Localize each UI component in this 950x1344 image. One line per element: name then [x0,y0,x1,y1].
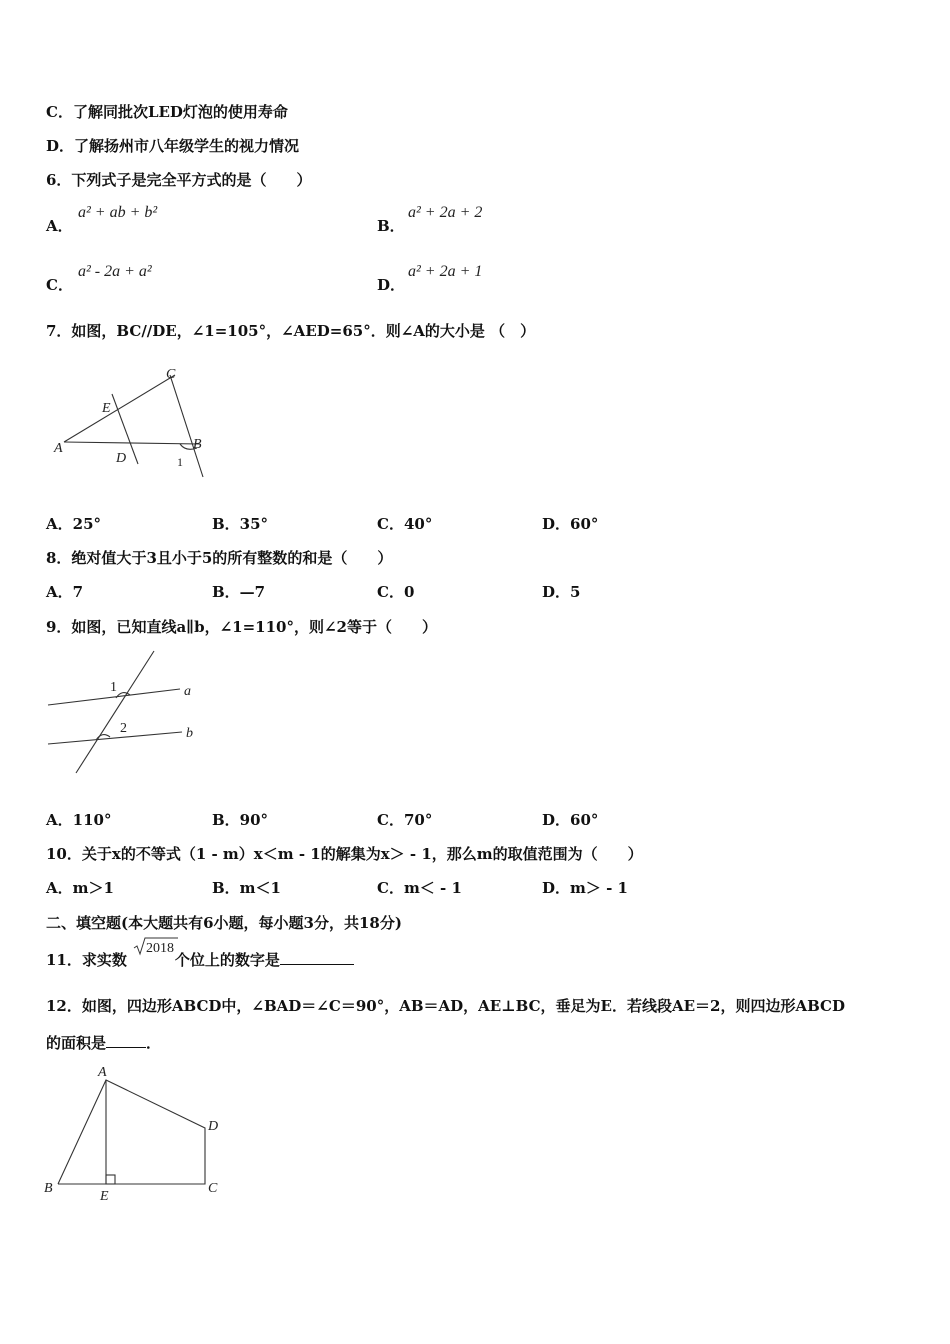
section2-title: 二、填空题(本大题共有6小题，每小题3分，共18分) [46,914,402,932]
q7-option-c: C．40° [377,515,433,533]
q10-option-a: A．m＞1 [46,879,114,897]
q12-label-d: D [208,1119,219,1134]
q7-line-ac [64,375,175,442]
q6-option-b-expr: a² + 2a + 2 [408,204,483,221]
q7-line-bc [170,375,203,477]
q9-label-2: 2 [120,721,127,736]
q6-stem: 6．下列式子是完全平方式的是（ ） [46,171,312,189]
q6-option-d-label: D． [377,276,406,294]
q8-option-c: C．0 [377,583,415,601]
q12-answer-blank[interactable] [106,1033,146,1048]
q9-option-b: B．90° [212,811,269,829]
q8-option-b: B．—7 [212,583,266,601]
q12-label-c: C [208,1181,218,1196]
q9-label-1: 1 [110,680,117,695]
q10-option-d: D．m＞ - 1 [542,879,628,897]
q7-label-b: B [193,437,202,452]
q9-figure [44,645,204,780]
q9-label-a: a [184,684,191,699]
q7-label-1: 1 [177,455,183,469]
q6-option-d-expr: a² + 2a + 1 [408,263,483,280]
q7-option-b: B．35° [212,515,269,533]
q9-line-b [48,732,182,744]
q5-option-c: C．了解同批次LED灯泡的使用寿命 [46,103,288,121]
q7-label-a: A [54,441,63,456]
q10-option-b: B．m＜1 [212,879,281,897]
q11-suffix: 个位上的数字是 [174,951,280,969]
q7-option-a: A．25° [46,515,102,533]
q6-option-b-label: B． [377,217,405,235]
q12-label-e: E [100,1189,109,1204]
q9-option-c: C．70° [377,811,433,829]
q12-label-b: B [44,1181,53,1196]
q12-stem: 12．如图，四边形ABCD中，∠BAD＝∠C＝90°，AB＝AD，AE⊥BC，垂足为E．若线段AE＝2，则四边形ABCD [46,997,846,1015]
q11-prefix: 11．求实数 [46,951,127,969]
q9-stem: 9．如图，已知直线a∥b，∠1=110°，则∠2等于（ ） [46,618,437,636]
q7-figure [50,360,220,485]
q6-option-c-label: C． [46,276,73,294]
q8-option-a: A．7 [46,583,84,601]
q7-label-d: D [116,451,127,466]
q12-stem-line2 [46,1033,161,1053]
q8-stem: 8．绝对值大于3且小于5的所有整数的和是（ ） [46,549,393,567]
q6-option-c-expr: a² - 2a + a² [78,263,152,280]
q9-option-d: D．60° [542,811,599,829]
q12-right-angle-mark [106,1175,115,1184]
q8-option-d: D．5 [542,583,581,601]
q7-line-ab [64,442,200,444]
q12-end: ． [146,1034,162,1052]
q9-transversal [76,651,154,773]
q7-label-c: C [166,367,176,382]
q11-answer-blank[interactable] [280,950,354,965]
q5-option-d: D．了解扬州市八年级学生的视力情况 [46,137,300,155]
q6-option-a-expr: a² + ab + b² [78,204,158,221]
q7-stem: 7．如图，BC//DE，∠1=105°，∠AED=65°．则∠A的大小是 （ ） [46,322,536,340]
q9-label-b: b [186,726,193,741]
q11-radicand: 2018 [146,941,174,956]
q11-line [46,950,354,970]
q10-stem: 10．关于x的不等式（1 - m）x＜m - 1的解集为x＞ - 1，那么m的取值范围为（ ） [46,845,643,863]
q12-figure [40,1060,230,1205]
q6-option-a-label: A． [46,217,73,235]
q12-quadrilateral [58,1080,205,1184]
q12-stem2: 的面积是 [46,1034,107,1052]
q12-label-a: A [98,1065,107,1080]
q7-label-e: E [102,401,111,416]
q10-option-c: C．m＜ - 1 [377,879,462,897]
q7-option-d: D．60° [542,515,599,533]
q9-option-a: A．110° [46,811,112,829]
q11-sqrt [132,936,180,958]
